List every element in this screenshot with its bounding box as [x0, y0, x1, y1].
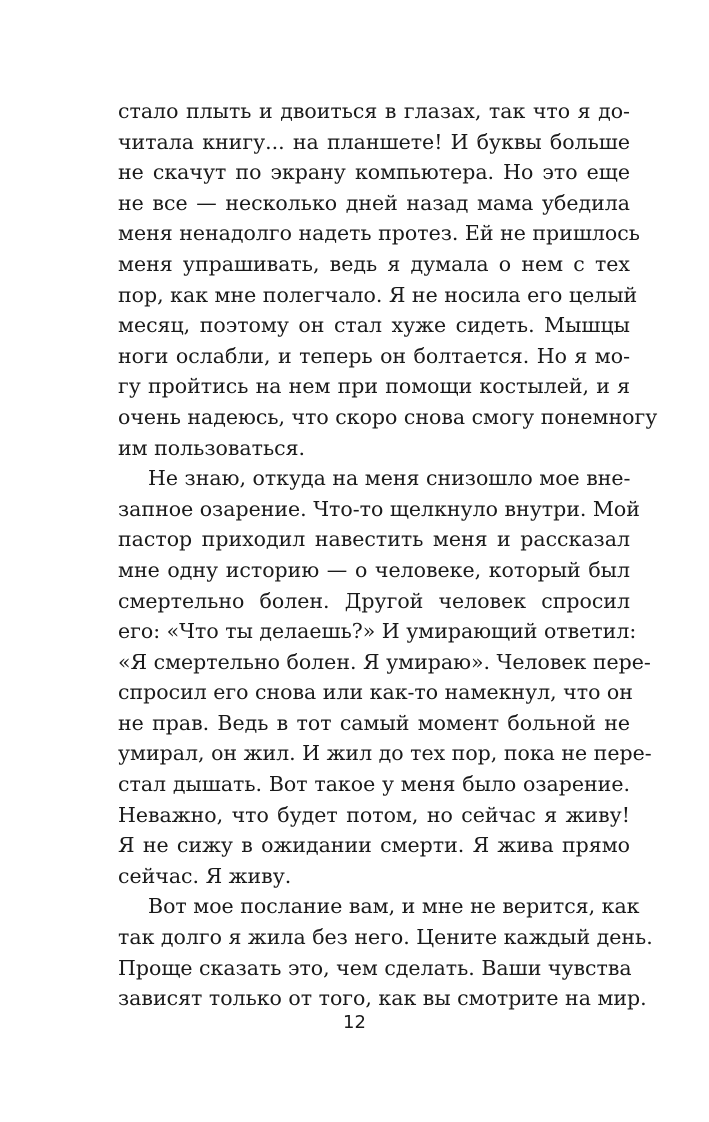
text-line: пастор приходил навестить меня и рассказал [118, 527, 630, 552]
text-line: не скачут по экрану компьютера. Но это еще [118, 160, 630, 185]
text-line: Неважно, что будет потом, но сейчас я живу! [118, 802, 630, 827]
text-line: меня упрашивать, ведь я думала о нем с тех [118, 251, 630, 276]
text-line: мне одну историю — о человеке, который был [118, 557, 630, 582]
text-line: стало плыть и двоиться в глазах, так что я до- [118, 99, 630, 123]
text-line: очень надеюсь, что скоро снова смогу понемногу [118, 404, 658, 429]
page-number: 12 [343, 1012, 366, 1033]
text-line: зависят только от того, как вы смотрите на мир. [118, 986, 647, 1011]
text-line: его: «Что ты делаешь?» И умирающий ответил: [118, 619, 637, 644]
text-line: Не знаю, откуда на меня снизошло мое вне- [148, 466, 631, 491]
text-line: «Я смертельно болен. Я умираю». Человек пере- [118, 649, 651, 674]
text-line: читала книгу... на планшете! И буквы больше [118, 129, 630, 154]
paragraph-2 [118, 463, 652, 891]
text-line: гу пройтись на нем при помощи костылей, и я [118, 374, 630, 399]
text-line: сейчас. Я живу. [118, 863, 292, 888]
text-line: Вот мое послание вам, и мне не верится, как [148, 894, 640, 919]
text-line: запное озарение. Что-то щелкнуло внутри. Мой [118, 496, 640, 521]
text-line: месяц, поэтому он стал хуже сидеть. Мышцы [118, 313, 630, 338]
text-line: не все — несколько дней назад мама убедила [118, 190, 630, 215]
text-line: спросил его снова или как-то намекнул, что он [118, 680, 633, 705]
text-line: Проще сказать это, чем сделать. Ваши чувства [118, 955, 632, 980]
text-line: умирал, он жил. И жил до тех пор, пока не пере- [118, 741, 652, 766]
text-line: ноги ослабли, и теперь он болтается. Но я мо- [118, 343, 630, 368]
page-text [118, 96, 658, 1014]
text-line: не прав. Ведь в тот самый момент больной не [118, 710, 630, 735]
text-line: Я не сижу в ожидании смерти. Я жива прямо [118, 833, 630, 858]
text-line: меня ненадолго надеть протез. Ей не пришлось [118, 221, 640, 246]
paragraph-3 [118, 891, 653, 1013]
text-line: стал дышать. Вот такое у меня было озарение. [118, 772, 630, 797]
text-line: смертельно болен. Другой человек спросил [118, 588, 630, 613]
text-line: пор, как мне полегчало. Я не носила его целый [118, 282, 638, 307]
paragraph-1 [118, 96, 658, 463]
text-line: так долго я жила без него. Цените каждый день. [118, 925, 653, 950]
text-line: им пользоваться. [118, 435, 306, 460]
